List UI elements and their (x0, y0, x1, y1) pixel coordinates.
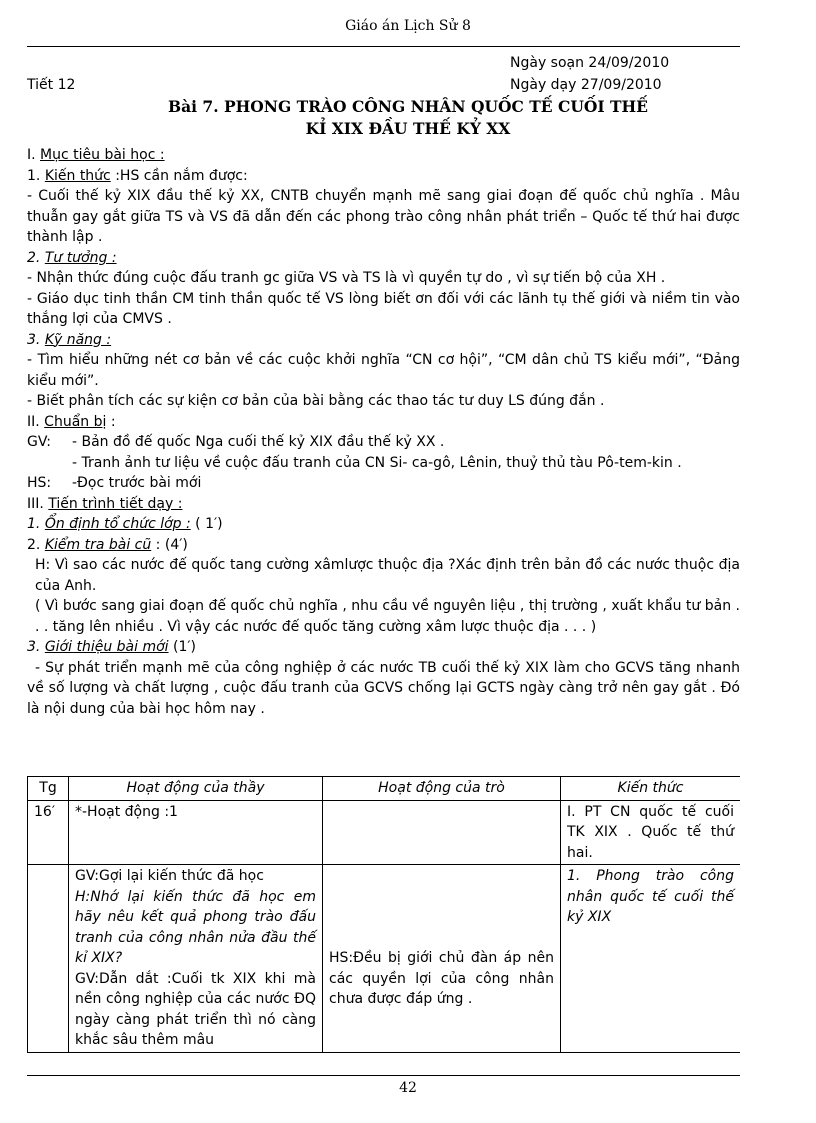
cell-student (323, 865, 561, 1053)
skills-heading: 3. Kỹ năng : (27, 331, 112, 348)
step-introduction: 3. Giới thiệu bài mới (1′) (27, 639, 197, 655)
lesson-body (27, 145, 740, 719)
teacher-intro: GV:Gợi lại kiến thức đã học (75, 868, 264, 884)
review-answer: ( Vì bước sang giai đoạn đế quốc chủ nghĩa , nhu cầu về nguyên liệu , thị trường , xuất khẩu tư bản . . . tăng lên nhiều . Vì vậy các nước đế quốc tăng cường xâm lược thuộc địa . . . ) (35, 598, 740, 635)
header-time: Tg (28, 777, 69, 801)
gv-preparation-2: - Tranh ảnh tư liệu về cuộc đấu tranh của CN Si- ca-gô, Lênin, thuỷ thủ tàu Pô-tem-kin . (72, 454, 682, 471)
student-answer: HS:Đều bị giới chủ đàn áp nên các quyền lợi của công nhân chưa được đáp ứng . (329, 950, 554, 1007)
date-taught: Ngày dạy 27/09/2010 (510, 77, 662, 93)
procedure-heading: III. Tiến trình tiết dạy : (27, 495, 183, 512)
thought-item: - Giáo dục tinh thần CM tinh thần quốc tế VS lòng biết ơn đối với các lãnh tụ thế giới và niềm tin vào thắng lợi của CMVS . (27, 290, 740, 327)
review-question: H: Vì sao các nước đế quốc tang cường xâmlược thuộc địa ?Xác định trên bản đồ các nước thuộc địa của Anh. (35, 557, 740, 594)
date-prepared: Ngày soạn 24/09/2010 (510, 55, 670, 71)
cell-teacher (69, 865, 323, 1053)
cell-student (323, 800, 561, 865)
cell-time: 16′ (28, 800, 69, 865)
step-class-organization: 1. Ổn định tổ chức lớp : ( 1′) (27, 516, 223, 532)
thought-heading: 2. Tư tưởng : (27, 249, 117, 266)
cell-knowledge: I. PT CN quốc tế cuối TK XIX . Quốc tế thứ hai. (561, 800, 741, 865)
lesson-activity-table-wrap (27, 776, 740, 1072)
hs-preparation: HS: -Đọc trước bài mới (27, 475, 202, 491)
page-number: 42 (399, 1080, 417, 1096)
introduction-text: - Sự phát triển mạnh mẽ của công nghiệp ở các nước TB cuối thế kỷ XIX làm cho GCVS tăng nhanh về số lượng và chất lượng , cuộc đấu tranh của GCVS chống lại GCTS ngày càng trở nên gay gắt . Đó là nội dung của bài học hôm nay . (27, 659, 740, 717)
preparation-heading: II. Chuẩn bị : (27, 413, 116, 430)
table-header-row (28, 777, 741, 801)
header-teacher: Hoạt động của thầy (69, 777, 323, 801)
header-student: Hoạt động của trò (323, 777, 561, 801)
gv-preparation: GV: - Bản đồ đế quốc Nga cuối thế kỷ XIX đầu thế kỷ XX . (27, 434, 445, 450)
skills-item: - Biết phân tích các sự kiện cơ bản của bài bằng các thao tác tư duy LS đúng đắn . (27, 393, 605, 409)
footer-rule (27, 1075, 740, 1076)
cell-teacher: *-Hoạt động :1 (69, 800, 323, 865)
teacher-question: H:Nhớ lại kiến thức đã học em hãy nêu kết quả phong trào đấu tranh của công nhân nửa đầu thế kỉ XIX? (75, 888, 316, 966)
lesson-title-line2: KỈ XIX ĐẦU THẾ KỶ XX (305, 119, 511, 138)
cell-time (28, 865, 69, 1053)
knowledge-heading: 1. Kiến thức :HS cần nắm được: (27, 167, 248, 184)
lesson-activity-table (27, 776, 740, 1053)
step-review: 2. Kiểm tra bài cũ : (4′) (27, 536, 188, 553)
table-row (28, 800, 741, 865)
lesson-number: Tiết 12 (27, 77, 76, 93)
thought-item: - Nhận thức đúng cuộc đấu tranh gc giữa VS và TS là vì quyền tự do , vì sự tiến bộ của XH . (27, 270, 666, 286)
table-row (28, 865, 741, 1053)
cell-knowledge: 1. Phong trào công nhân quốc tế cuối thế kỷ XIX (561, 865, 741, 1053)
lesson-title-line1: Bài 7. PHONG TRÀO CÔNG NHÂN QUỐC TẾ CUỐI THẾ (168, 97, 648, 116)
teacher-lead: GV:Dẫn dắt :Cuối tk XIX khi mà nền công nghiệp của các nước ĐQ ngày càng phát triển thì nó càng khắc sâu thêm mâu (75, 970, 316, 1048)
header-knowledge: Kiến thức (561, 777, 741, 801)
running-header: Giáo án Lịch Sử 8 (345, 18, 471, 34)
section-objectives-heading: I. Mục tiêu bài học : (27, 147, 165, 163)
skills-item: - Tìm hiểu những nét cơ bản về các cuộc khởi nghĩa “CN cơ hội”, “CM dân chủ TS kiểu mới”, “Đảng kiểu mới”. (27, 352, 740, 389)
header-rule (27, 46, 740, 47)
knowledge-text: - Cuối thế kỷ XIX đầu thế kỷ XX, CNTB chuyển mạnh mẽ sang giai đoạn đế quốc chủ nghĩa . Mâu thuẫn gay gắt giữa TS và VS đã dẫn đến các phong trào công nhân phát triển – Quốc tế thứ hai được thành lập . (27, 188, 740, 245)
